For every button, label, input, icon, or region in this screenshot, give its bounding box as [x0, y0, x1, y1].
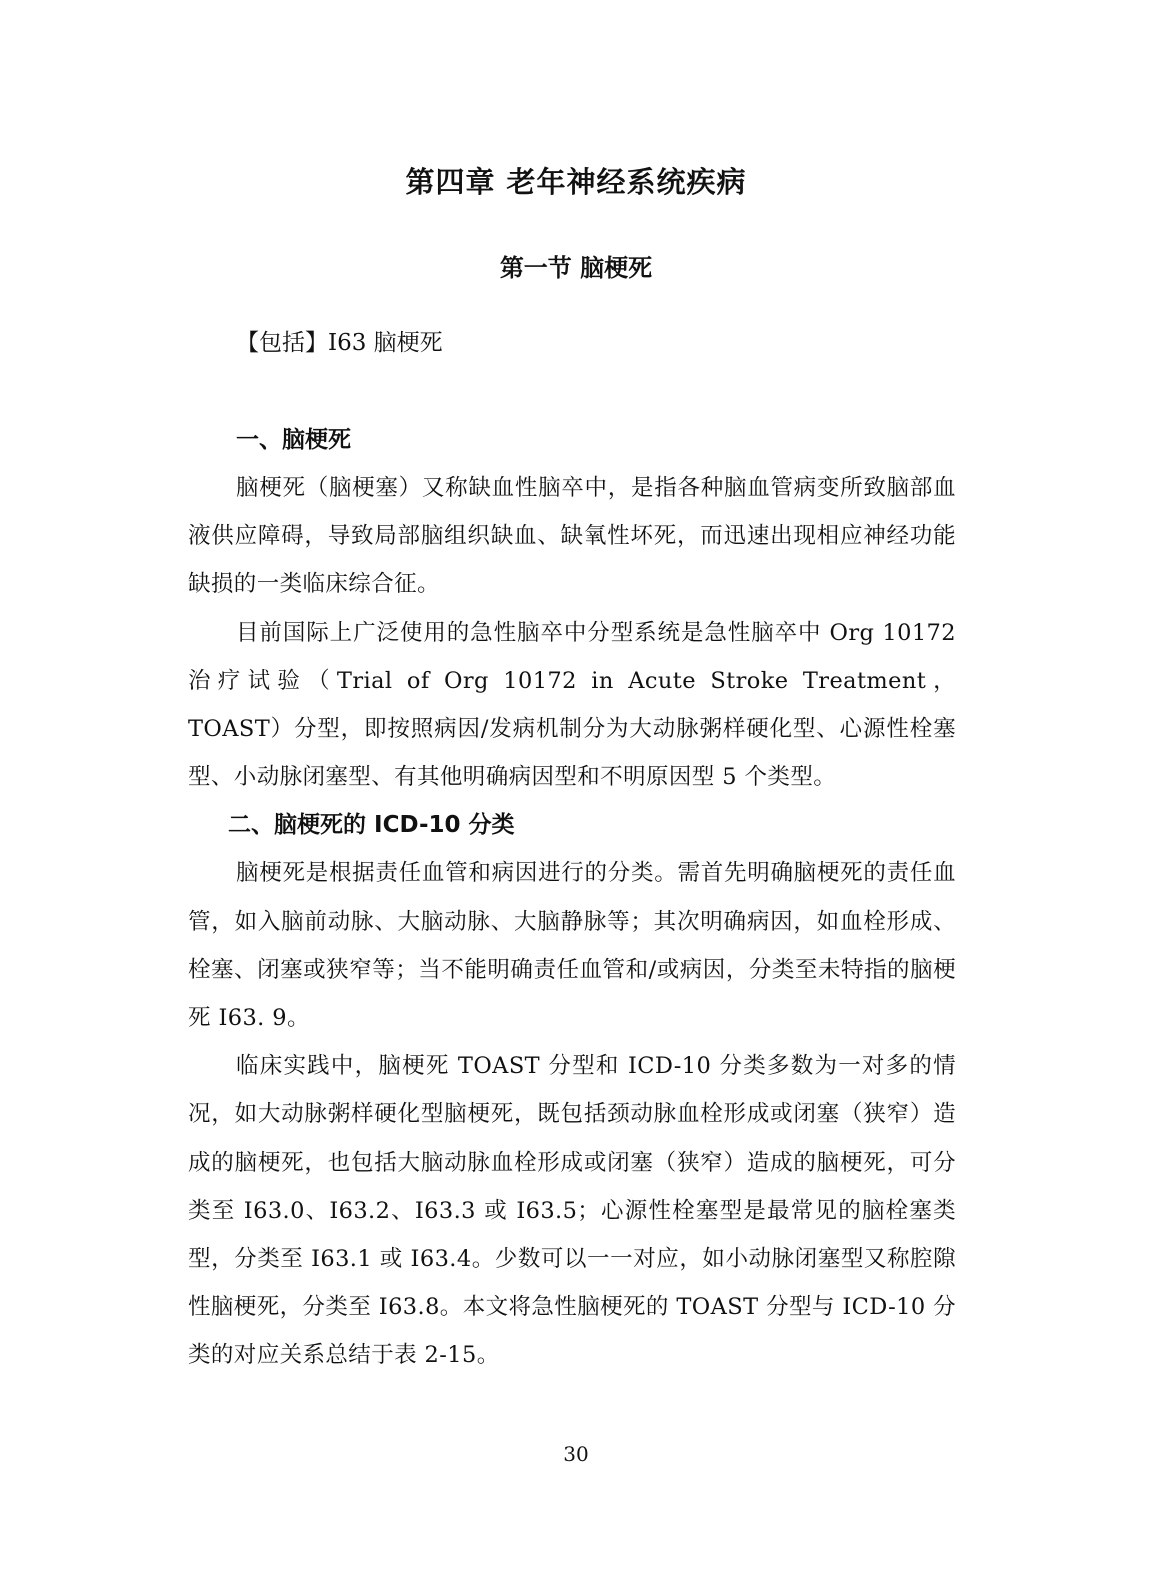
section-title: 第一节 脑梗死 — [499, 254, 653, 282]
heading-cerebral-infarction: 一、脑梗死 — [236, 427, 351, 453]
paragraph-toast: 目前国际上广泛使用的急性脑卒中分型系统是急性脑卒中 Org 10172 治疗试验（Trial of Org 10172 in Acute Stroke Treatment，TOAST）分型，即按照病因/发病机制分为大动脉粥样硬化型、心源性栓塞型、小动脉闭塞型、有其他明确病因型和不明原因型 5 个类型。 — [188, 619, 956, 791]
chapter-title: 第四章 老年神经系统疾病 — [405, 165, 747, 199]
body-text — [188, 416, 956, 1380]
heading-icd10-classification: 二、脑梗死的 ICD-10 分类 — [228, 812, 515, 839]
paragraph-classification-basis: 脑梗死是根据责任血管和病因进行的分类。需首先明确脑梗死的责任血管，如入脑前动脉、大脑动脉、大脑静脉等；其次明确病因，如血栓形成、栓塞、闭塞或狭窄等；当不能明确责任血管和/或病因，分类至未特指的脑梗死 I63. 9。 — [188, 860, 956, 1032]
paragraph-definition: 脑梗死（脑梗塞）又称缺血性脑卒中，是指各种脑血管病变所致脑部血液供应障碍，导致局部脑组织缺血、缺氧性坏死，而迅速出现相应神经功能缺损的一类临床综合征。 — [188, 475, 956, 598]
paragraph-clinical-practice: 临床实践中，脑梗死 TOAST 分型和 ICD-10 分类多数为一对多的情况，如大动脉粥样硬化型脑梗死，既包括颈动脉血栓形成或闭塞（狭窄）造成的脑梗死，也包括大脑动脉血栓形成或闭塞（狭窄）造成的脑梗死，可分类至 I63.0、I63.2、I63.3 或 I63.5；心源性栓塞型是最常见的脑栓塞类型，分类至 I63.1 或 I63.4。少数可以一一对应，如小动脉闭塞型又称腔隙性脑梗死，分类至 I63.8。本文将急性脑梗死的 TOAST 分型与 ICD-10 分类的对应关系总结于表 2-15。 — [188, 1053, 956, 1369]
page-number: 30 — [563, 1442, 589, 1466]
includes-line: 【包括】I63 脑梗死 — [236, 330, 443, 356]
